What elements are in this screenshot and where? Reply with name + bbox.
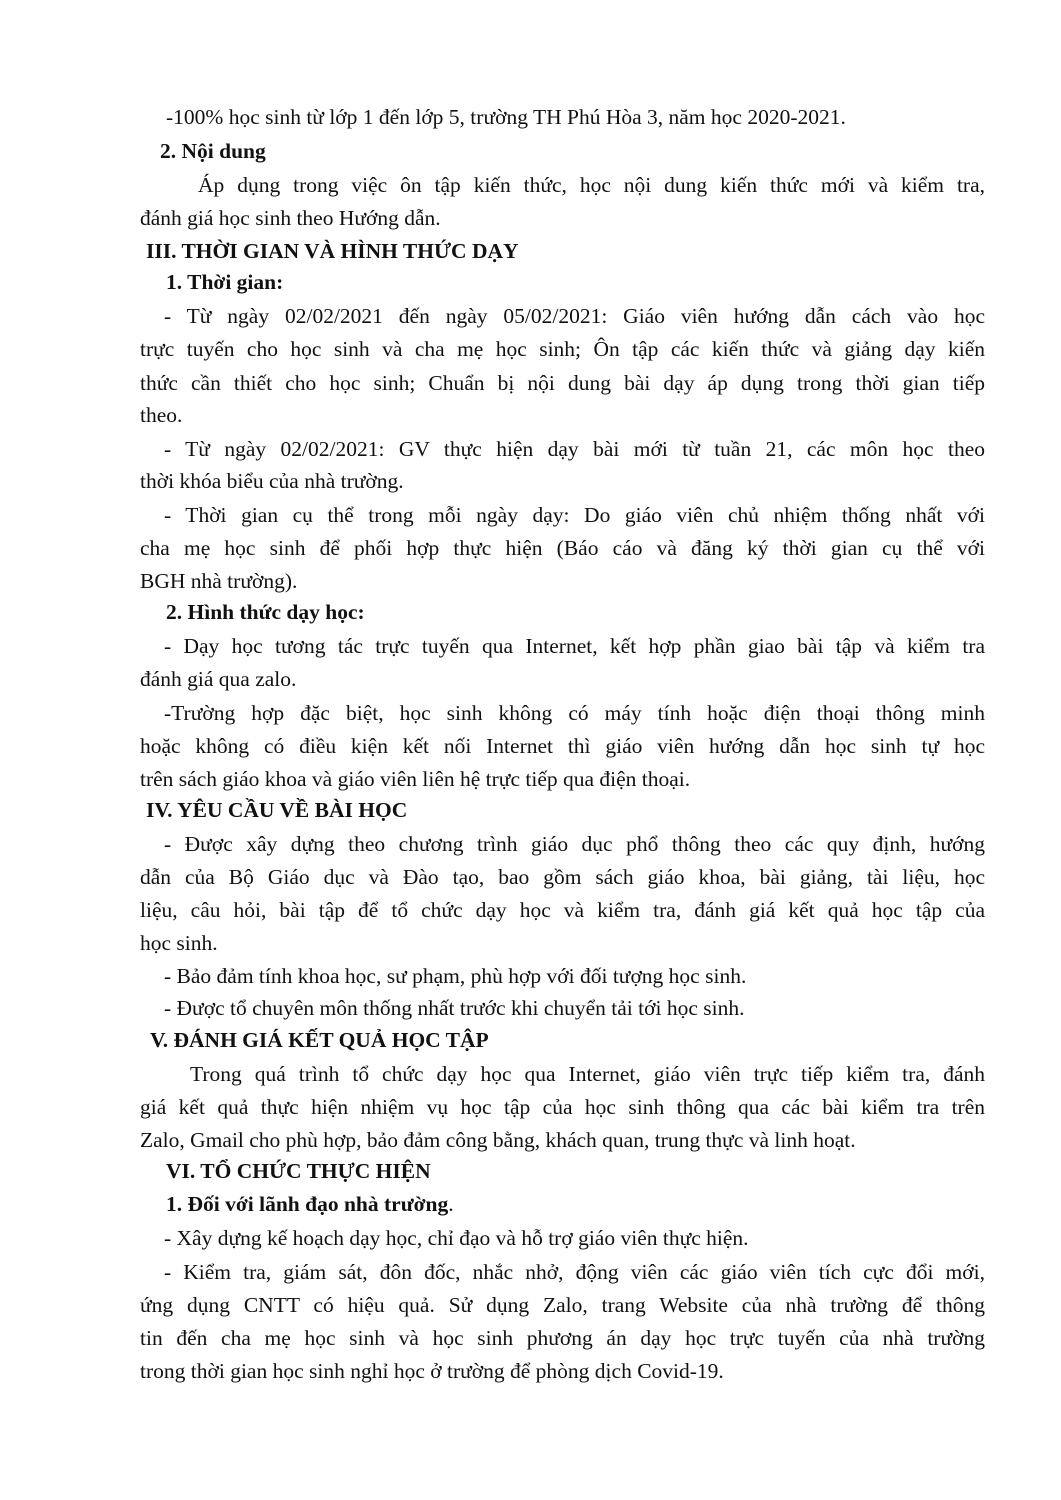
time-paragraph-line: - Thời gian cụ thể trong mỗi ngày dạy: Do giáo viên chủ nhiệm thống nhất với (164, 503, 985, 527)
time-paragraph-line: - Từ ngày 02/02/2021 đến ngày 05/02/2021: Giáo viên hướng dẫn cách vào học (164, 304, 985, 328)
time-paragraph-line: thức cần thiết cho học sinh; Chuẩn bị nội dung bài dạy áp dụng trong thời gian tiếp (140, 371, 985, 395)
form-paragraph-line: - Dạy học tương tác trực tuyến qua Internet, kết hợp phần giao bài tập và kiểm tra (164, 634, 985, 658)
requirement-paragraph-line: - Được tổ chuyên môn thống nhất trước khi chuyển tải tới học sinh. (164, 996, 745, 1020)
section-2-paragraph-line: Áp dụng trong việc ôn tập kiến thức, học nội dung kiến thức mới và kiểm tra, (198, 173, 985, 197)
form-paragraph-line: -Trường hợp đặc biệt, học sinh không có máy tính hoặc điện thoại thông minh (164, 701, 985, 725)
organization-paragraph-line: - Kiểm tra, giám sát, đôn đốc, nhắc nhở, động viên các giáo viên tích cực đổi mới, (164, 1260, 985, 1284)
time-paragraph-line: BGH nhà trường). (140, 569, 298, 593)
section-VI-1-heading-row (166, 1189, 1011, 1219)
evaluation-paragraph-line: Zalo, Gmail cho phù hợp, bảo đảm công bằng, khách quan, trung thực và linh hoạt. (140, 1128, 856, 1152)
time-paragraph-line: theo. (140, 403, 183, 427)
organization-paragraph-line: trong thời gian học sinh nghỉ học ở trường để phòng dịch Covid-19. (140, 1359, 724, 1383)
form-paragraph-line: đánh giá qua zalo. (140, 667, 297, 691)
requirement-paragraph-line: liệu, câu hỏi, bài tập để tổ chức dạy học và kiểm tra, đánh giá kết quả học tập của (140, 898, 985, 922)
section-VI-1-heading: 1. Đối với lãnh đạo nhà trường (166, 1192, 449, 1216)
requirement-paragraph-line: - Bảo đảm tính khoa học, sư phạm, phù hợp với đối tượng học sinh. (164, 964, 747, 988)
form-paragraph-line: trên sách giáo khoa và giáo viên liên hệ trực tiếp qua điện thoại. (140, 767, 691, 791)
requirement-paragraph-line: - Được xây dựng theo chương trình giáo dục phổ thông theo các quy định, hướng (164, 832, 985, 856)
time-paragraph-line: - Từ ngày 02/02/2021: GV thực hiện dạy bài mới từ tuần 21, các môn học theo (164, 437, 985, 461)
section-IV-heading: IV. YÊU CẦU VỀ BÀI HỌC (146, 798, 408, 822)
section-VI-1-heading-period: . (448, 1192, 454, 1216)
section-2-heading: 2. Nội dung (160, 139, 266, 163)
section-2-paragraph-line: đánh giá học sinh theo Hướng dẫn. (140, 206, 441, 230)
requirement-paragraph-line: học sinh. (140, 931, 218, 955)
organization-paragraph-line: tin đến cha mẹ học sinh và học sinh phương án dạy học trực tuyến của nhà trường (140, 1326, 985, 1350)
time-paragraph-line: trực tuyến cho học sinh và cha mẹ học sinh; Ôn tập các kiến thức và giảng dạy kiến (140, 337, 985, 361)
evaluation-paragraph-line: Trong quá trình tổ chức dạy học qua Internet, giáo viên trực tiếp kiểm tra, đánh (190, 1062, 985, 1086)
section-III-heading: III. THỜI GIAN VÀ HÌNH THỨC DẠY (146, 239, 519, 263)
section-III-2-heading: 2. Hình thức dạy học: (166, 600, 365, 624)
section-V-heading: V. ĐÁNH GIÁ KẾT QUẢ HỌC TẬP (150, 1028, 489, 1052)
time-paragraph-line: cha mẹ học sinh để phối hợp thực hiện (Báo cáo và đăng ký thời gian cụ thể với (140, 536, 985, 560)
organization-paragraph-line: - Xây dựng kế hoạch dạy học, chỉ đạo và hỗ trợ giáo viên thực hiện. (164, 1226, 749, 1250)
section-III-1-heading: 1. Thời gian: (166, 270, 284, 294)
time-paragraph-line: thời khóa biểu của nhà trường. (140, 469, 404, 493)
requirement-paragraph-line: dẫn của Bộ Giáo dục và Đào tạo, bao gồm sách giáo khoa, bài giảng, tài liệu, học (140, 865, 985, 889)
organization-paragraph-line: ứng dụng CNTT có hiệu quả. Sử dụng Zalo, trang Website của nhà trường để thông (140, 1293, 985, 1317)
evaluation-paragraph-line: giá kết quả thực hiện nhiệm vụ học tập của học sinh thông qua các bài kiểm tra trên (140, 1095, 985, 1119)
section-VI-heading: VI. TỔ CHỨC THỰC HIỆN (166, 1159, 431, 1183)
form-paragraph-line: hoặc không có điều kiện kết nối Internet thì giáo viên hướng dẫn học sinh tự học (140, 734, 985, 758)
intro-line: -100% học sinh từ lớp 1 đến lớp 5, trường TH Phú Hòa 3, năm học 2020-2021. (166, 105, 846, 129)
